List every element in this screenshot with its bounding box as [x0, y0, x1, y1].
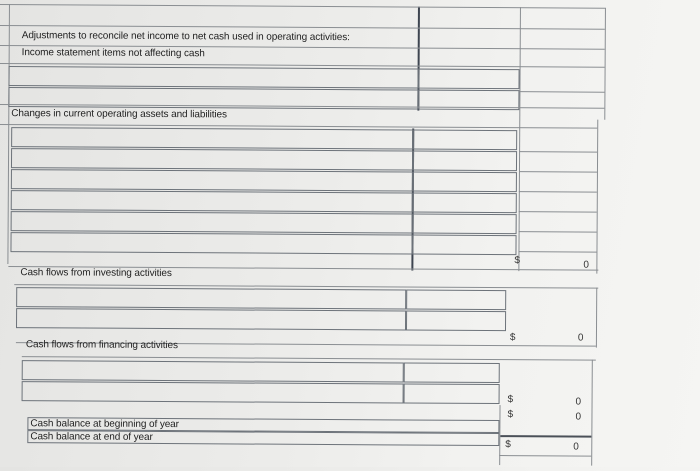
- change-item-name-input-4[interactable]: [11, 190, 413, 212]
- change-item-name-input-6[interactable]: [10, 232, 412, 254]
- investing-total-currency: $: [509, 332, 516, 344]
- financing-total-currency: $: [507, 394, 514, 406]
- row-border: [519, 91, 604, 93]
- total-underline: [500, 435, 591, 438]
- financing-item-amount-input-2[interactable]: [404, 383, 500, 404]
- changes-current-label: Changes in current operating assets and liabilities: [11, 108, 227, 121]
- investing-label: Cash flows from investing activities: [20, 267, 172, 280]
- column-divider-right-lower: [596, 120, 598, 274]
- change-item-name-input-2[interactable]: [11, 148, 413, 170]
- row-border: [519, 231, 597, 232]
- row-border: [0, 4, 605, 9]
- column-divider-left: [7, 4, 10, 264]
- change-item-amount-input-1[interactable]: [413, 130, 517, 151]
- investing-item-name-input-2[interactable]: [16, 308, 406, 330]
- change-item-amount-input-5[interactable]: [413, 214, 517, 235]
- row-border: [519, 171, 597, 172]
- row-border: [0, 25, 605, 30]
- cash-end-label: Cash balance at end of year: [30, 431, 153, 443]
- cash-begin-label: Cash balance at beginning of year: [30, 418, 179, 431]
- row-border: [499, 455, 591, 457]
- change-item-amount-input-2[interactable]: [413, 151, 517, 172]
- cash-begin-currency: $: [507, 409, 514, 421]
- column-divider-right: [604, 8, 606, 120]
- row-border: [519, 151, 597, 152]
- investing-item-name-input-1[interactable]: [16, 287, 406, 309]
- income-item-name-input-1[interactable]: [8, 66, 418, 89]
- operating-total-value: 0: [583, 259, 589, 271]
- row-border: [519, 191, 597, 192]
- financing-item-amount-input-1[interactable]: [404, 362, 500, 383]
- cash-end-currency: $: [505, 439, 511, 451]
- financing-item-name-input-2[interactable]: [22, 381, 404, 403]
- investing-item-amount-input-2[interactable]: [406, 310, 506, 331]
- financing-total-value: 0: [575, 396, 582, 408]
- financing-item-name-input-1[interactable]: [22, 360, 404, 382]
- change-item-amount-input-3[interactable]: [413, 172, 517, 193]
- adjustments-label: Adjustments to reconcile net income to net cash used in operating activities:: [21, 30, 350, 44]
- operating-total-currency: $: [514, 255, 521, 267]
- income-items-label: Income statement items not affecting cash: [21, 47, 205, 60]
- cash-begin-value: 0: [575, 411, 582, 423]
- change-item-amount-input-4[interactable]: [413, 193, 517, 214]
- financing-label: Cash flows from financing activities: [25, 339, 178, 352]
- column-divider-right-financing: [591, 360, 593, 466]
- cash-end-value: 0: [573, 441, 579, 453]
- change-item-name-input-1[interactable]: [11, 127, 413, 149]
- change-item-name-input-3[interactable]: [11, 169, 413, 191]
- column-divider-right-investing: [596, 288, 597, 348]
- change-item-amount-input-6[interactable]: [412, 235, 516, 256]
- row-border: [519, 211, 597, 212]
- income-item-amount-input-1[interactable]: [418, 69, 519, 90]
- investing-total-value: 0: [577, 332, 584, 344]
- investing-item-amount-input-1[interactable]: [406, 289, 506, 310]
- change-item-name-input-5[interactable]: [11, 211, 413, 233]
- row-border: [518, 251, 596, 252]
